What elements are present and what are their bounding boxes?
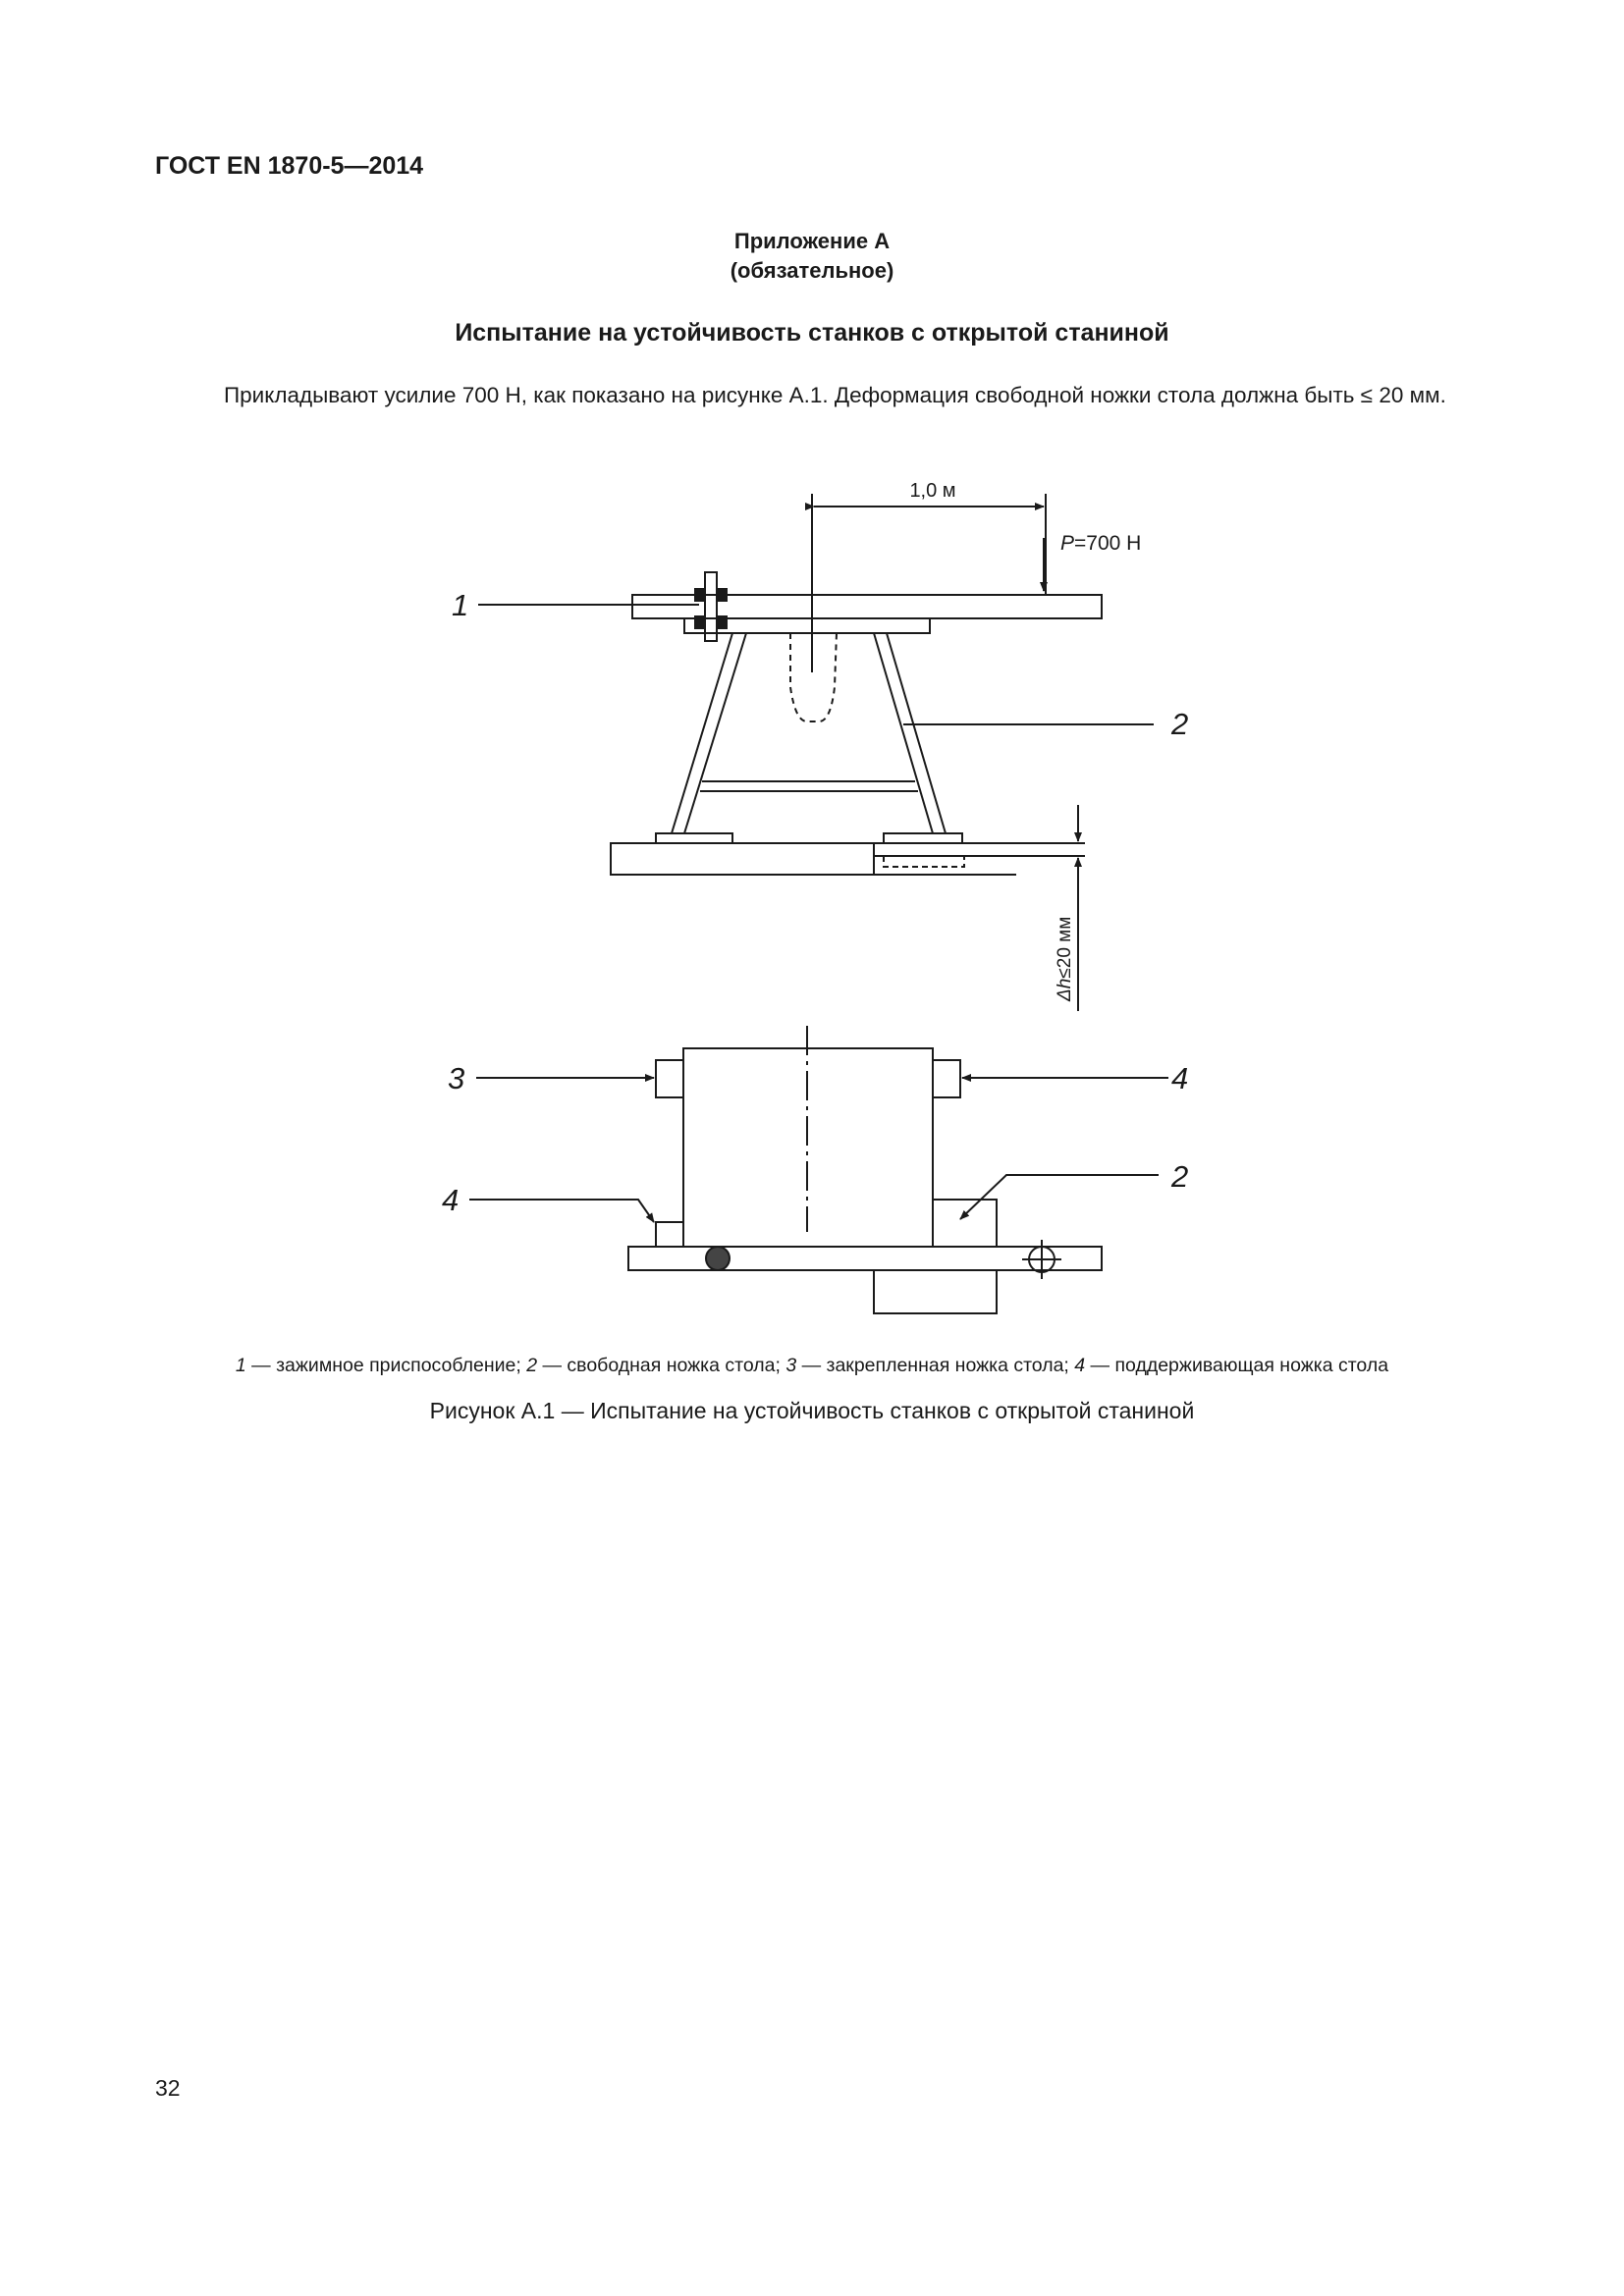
annex-title: Приложение А [733, 229, 891, 253]
fixed-leg-left [656, 1060, 683, 1097]
lower-box [874, 1270, 997, 1313]
leader-4-left [469, 1200, 654, 1222]
foot-left [656, 833, 732, 843]
callout-3: 3 [448, 1061, 465, 1095]
legend-text-2: — свободная ножка стола; [537, 1355, 786, 1376]
legend-text-4: — поддерживающая ножка стола [1085, 1355, 1389, 1376]
legend-num-4: 4 [1074, 1355, 1086, 1376]
deflection-value: ≤20 мм [1055, 916, 1075, 979]
side-view [478, 494, 1154, 1011]
callout-1: 1 [452, 588, 469, 622]
free-leg [933, 1200, 997, 1247]
force-value: =700 Н [1074, 532, 1142, 555]
base-plate [611, 843, 874, 875]
callout-4-right: 4 [1171, 1061, 1189, 1095]
deflection-label [1055, 917, 1075, 1002]
legend-num-2: 2 [526, 1355, 538, 1376]
callout-2-bottom: 2 [1171, 1159, 1189, 1194]
body-paragraph: Прикладывают усилие 700 Н, как показано на рисунке А.1. Деформация свободной ножки стола должна быть ≤ 20 мм. [224, 383, 1446, 407]
callout-2-top: 2 [1171, 707, 1189, 741]
callout-4-left: 4 [442, 1183, 460, 1217]
legend-text-3: — закрепленная ножка стола; [796, 1355, 1075, 1376]
dimension-label: 1,0 м [909, 480, 956, 502]
section-title: Испытание на устойчивость станков с открытой станиной [455, 319, 1169, 347]
top-view [469, 1026, 1168, 1313]
legend-num-1: 1 [235, 1355, 246, 1376]
deflected-foot [884, 856, 964, 867]
figure-caption: Рисунок А.1 — Испытание на устойчивость станков с открытой станиной [429, 1398, 1195, 1423]
dimension-line [812, 494, 1046, 672]
deflection-symbol: Δh [1055, 978, 1075, 1001]
table-legs [672, 633, 946, 833]
force-symbol: P [1060, 532, 1075, 555]
figure-legend [0, 1355, 1624, 1377]
foot-right [884, 833, 962, 843]
support-leg-left [656, 1222, 683, 1247]
page-number: 32 [155, 2075, 181, 2101]
leader-2-bottom [960, 1175, 1159, 1219]
pivot-dot [706, 1247, 730, 1270]
hidden-part [790, 633, 837, 721]
clamping-device [695, 572, 727, 641]
force-label [1060, 532, 1141, 555]
legend-num-3: 3 [785, 1355, 797, 1376]
document-code: ГОСТ EN 1870-5—2014 [155, 152, 424, 180]
support-leg-right [933, 1060, 960, 1097]
annex-status: (обязательное) [730, 258, 894, 283]
legend-text-1: — зажимное приспособление; [245, 1355, 527, 1376]
